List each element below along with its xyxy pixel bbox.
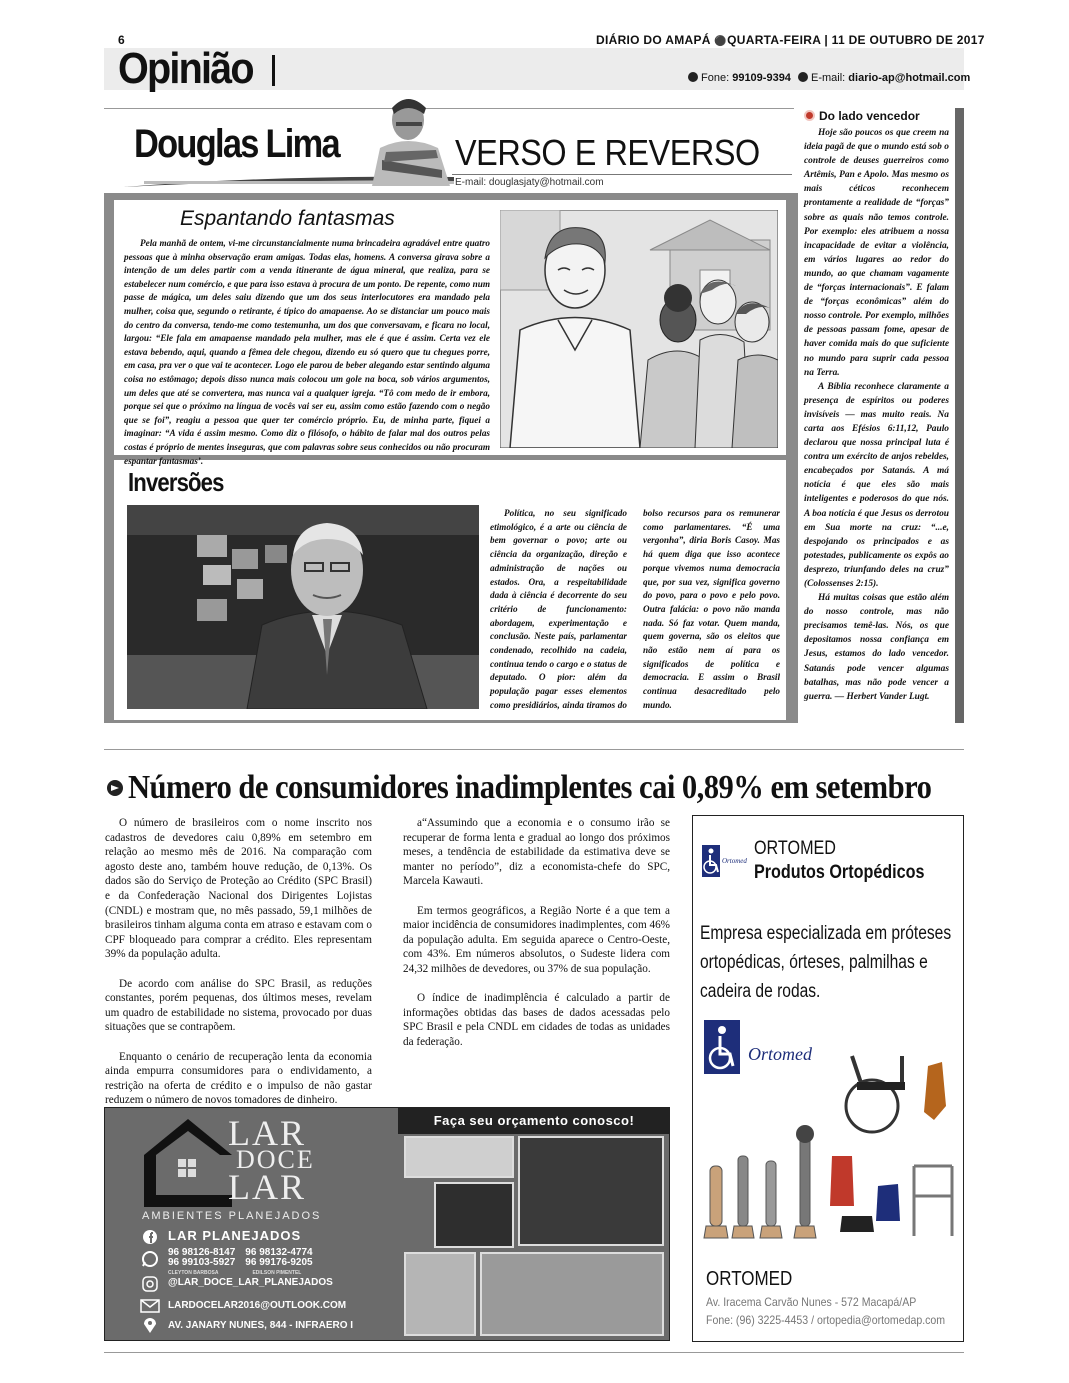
columnist-name: Douglas Lima (134, 122, 339, 166)
phone-icon (688, 72, 698, 82)
email-icon (798, 72, 808, 82)
masthead: DIÁRIO DO AMAPÁ ⚫QUARTA-FEIRA | 11 DE OUTUBRO DE 2017 (596, 33, 985, 47)
article-body: Pela manhã de ontem, vi-me circunstancialmente numa brincadeira agradável entre quatro pessoas que à minha observação eram amigas. Todas elas, homens. A conversa girava sobre a intenção de um deles partir com a venda itinerante de água mineral, que realiza, para se estabelecer num comércio, e que para isso estava à procura de um ponto. De repente, como num passe de mágica, um deles saiu dizendo que um dos seus interlocutores era mandado pela mulher, coisa que, segundo o retirante, é típico do amapaense. Ao se distanciar um pouco mais do centro da conversa, tendo-me como testemunha, um dos que conversavam, e ficara no local, largou: “Ele fala em amapaense mandado pela mulher, mas ele é que é assim. Certa vez ele estava bebendo, aqui, quando a fêmea dele chegou, dizendo eu só quero que tu chegues porre, em casa, pra ver o que vai te acontecer. Logo ele parou de beber alegando estar sentindo alguma coisa no estômago; depois disso nunca mais colocou um gole na boca, sob vários argumentos, um deles que até se convertera, mas nunca vai a qualquer igreja. “Tô com medo de ir embora, porque sei que o próximo na língua de vocês vai ser eu, assim como estão fazendo com o negão que se foi”, reagiu a pessoa que quer ter comércio próprio. Eu, de minha parte, fiquei a imaginar: “A vida é assim mesmo. Como diz o filósofo, o hábito de falar mal dos outros pelas costas é próprio de mentes inseguras, que com palavras sobre seus conhecidos ou não procuram espantar fantasmas’. (124, 238, 490, 466)
wheelchair-logo-icon (702, 845, 750, 877)
sidebar-title: Do lado vencedor (804, 109, 920, 123)
section-divider (272, 55, 275, 86)
svg-text:Ortomed: Ortomed (748, 1044, 812, 1064)
column-heading: VERSO E REVERSO (455, 132, 760, 173)
facebook-icon (140, 1229, 160, 1245)
kitchen-photo (404, 1136, 514, 1178)
ortomed-name-footer: ORTOMED (706, 1268, 793, 1290)
whatsapp-icon (140, 1251, 160, 1267)
bullet-icon (804, 110, 815, 121)
email-icon (140, 1298, 160, 1314)
columnist-photo (372, 90, 450, 186)
ortomed-phone[interactable]: Fone: (96) 3225-4453 / ortopedia@ortomedap.com (706, 1313, 946, 1327)
divider (104, 1352, 964, 1353)
kitchen-photo (404, 1252, 476, 1336)
house-logo-icon (140, 1115, 236, 1211)
lar-phones: 96 98126-8147 96 98132-4774 96 99103-5927 96 99176-9205 CLEYTON BARBOSA EDILSON PIMENTEL (168, 1247, 313, 1276)
issue-date: 11 DE OUTUBRO DE 2017 (831, 33, 985, 47)
lar-email[interactable]: LARDOCELAR2016@OUTLOOK.COM (168, 1300, 347, 1311)
news-bullet-icon (106, 779, 124, 797)
news-column: O número de brasileiros com o nome inscrito nos cadastros de devedores caiu 0,89% em setembro em relação ao mesmo mês de 2016. Na comparação com agosto deste ano, também houve redução, de 0,13%. Os dados são do Serviço de Proteção ao Crédito (SPC Brasil) e da Confederação Nacional dos Dirigentes Lojistas (CNDL) e mostram que, no mês passado, 59,1 milhões de brasileiros tinham alguma conta em atraso e estavam com o CPF bloqueado para comprar a crédito. Eles representam 39% da população adulta. De acordo com análise do SPC Brasil, as reduções constantes, porém pequenas, dos últimos meses, revelam um quadro de estabilidade no sistema, provocado por duas situações que se contrapõem. Enquanto o cenário de recuperação lenta da economia ainda empurra consumidores para o endividamento, a restrição na oferta de crédito e o impulso de não gastar reduzem o número de novos tomadores de dinheiro. (105, 817, 372, 1107)
kitchen-photo (434, 1182, 514, 1248)
lar-logo-text: LAR DOCE LAR (228, 1113, 315, 1207)
lar-subtitle: AMBIENTES PLANEJADOS (142, 1210, 322, 1222)
instagram-icon (140, 1276, 160, 1292)
kitchen-photo (518, 1136, 664, 1246)
location-pin-icon (140, 1317, 160, 1333)
contact-line: Fone: 99109-9394 E-mail: diario-ap@hotmail.com (688, 72, 970, 84)
lar-address: AV. JANARY NUNES, 844 - INFRAERO I (168, 1320, 354, 1331)
email-address[interactable]: diario-ap@hotmail.com (848, 72, 971, 84)
ortomed-subtitle: Produtos Ortopédicos (754, 862, 925, 883)
newspaper-name: DIÁRIO DO AMAPÁ (596, 33, 711, 47)
lar-instagram[interactable]: @LAR_DOCE_LAR_PLANEJADOS (168, 1277, 333, 1288)
ortomed-name: ORTOMED (754, 838, 836, 859)
page-number: 6 (118, 33, 125, 47)
article-body: Política, no seu significado etimológico, é a arte ou ciência de bem governar o povo; arte ou ciência da organização, direção e administração de nações ou estados. Ora, a respeitabilidade dada à ciência é decorrente do seu critério de funcionamento: abordagem, experimentação e conclusão. Neste país, parlamentar condenado, recolhido na cadeia, continua tendo o cargo e o status de deputado. O pior: além da população pagar esses elementos como presidiários, ainda tiramos do bolso recursos para os remunerar como parlamentares. “É uma vergonha”, diria Boris Casoy. Mas há quem diga que isso acontece porque vivemos numa democracia que, por sua vez, significa governo do povo, para o povo e pelo povo. Outra falácia: o povo não manda nada. Só faz votar. Quem manda, quem governa, são os eleitos que não estão nem aí para os significados de política e democracia. E assim o Brasil continua desacreditado pelo mundo. (490, 508, 780, 710)
sidebar-bar (955, 108, 964, 723)
kitchen-photo (480, 1252, 664, 1336)
news-column: a“Assumindo que a economia e o consumo irão se recuperar de forma lenta e gradual ao longo dos próximos meses, a tendência de estabilidade da estimativa deve se manter no período”, diz a economista-chefe do SPC, Marcela Kawauti. Em termos geográficos, a Região Norte é a que tem a maior incidência de consumidores inadimplentes, com 46% da população adulta. Em seguida aparece o Centro-Oeste, com 43%. Em números absolutos, o Sudeste lidera com 24,32 milhões de devedores, ou 37% de sua população. O índice de inadimplência é calculado a partir de informações obtidas das bases de dados acessadas pelo SPC Brasil e pela CNDL em cidades de todas as unidades da federação. (403, 817, 670, 1048)
article-title: Espantando fantasmas (180, 207, 395, 230)
article-title: Inversões (128, 467, 224, 497)
divider (452, 174, 792, 175)
phone-number: 99109-9394 (732, 72, 791, 84)
divider (104, 749, 964, 750)
news-anchor-photo (127, 505, 479, 709)
bullet-icon: ⚫ (714, 36, 728, 47)
svg-text:Ortomed: Ortomed (722, 857, 747, 865)
orthopedic-products-image (702, 1016, 960, 1246)
ortomed-address: Av. Iracema Carvão Nunes - 572 Macapá/AP (706, 1295, 917, 1309)
news-headline: Número de consumidores inadimplentes cai 0,89% em setembro (128, 769, 932, 806)
lar-brand: LAR PLANEJADOS (168, 1228, 302, 1243)
section-title: Opinião (118, 44, 253, 93)
weekday: QUARTA-FEIRA (727, 33, 821, 47)
sidebar-body: Hoje são poucos os que creem na ideia pagã de que o mundo está sob o controle de deuses guerreiros como Artêmis, Pan e Apolo. Mas mesmo os mais céticos reconhecem prontamente a realidade de “forças” sobre as quais não temos controle. Por exemplo: eles atribuem a nossa incapacidade de evitar a violência, em vários lugares ao redor do mundo, ao que chamam vagamente de “forças internacionais”. E falam de “forças econômicas” além do nosso controle. Por exemplo, milhões de pessoas passam fome, apesar de haver comida mais do que suficiente no mundo para suprir cada pessoa na Terra. A Bíblia reconhece claramente a presença de espíritos ou poderes invisíveis — mas muito reais. Na carta aos Efésios 6:11,12, Paulo declarou que nossa principal luta é contra um exército de anjos rebeldes, encabeçados por Satanás. A má notícia é que eles são mais inteligentes e poderosos do que nós. A boa notícia é que Jesus os derrotou em Sua morte na cruz: “...e, despojando os principados e as potestades, publicamente os expôs ao desprezo, triunfando deles na cruz” (Colossenses 2:15). Há muitas coisas que estão além do nosso controle, mas não precisamos temê-las. Nós, os que depositamos nossa confiança em Jesus, estamos do lado vencedor. Satanás pode vencer algumas batalhas, mas não pode vencer a guerra. — Herbert Vander Lugt. (804, 128, 949, 702)
ortomed-description: Empresa especializada em próteses ortopédicas, órteses, palmilhas e cadeira de rodas. (700, 923, 952, 1002)
columnist-email[interactable]: E-mail: douglasjaty@hotmail.com (455, 177, 604, 188)
cartoon-illustration (500, 210, 778, 448)
lar-cta-banner[interactable]: Faça seu orçamento conosco! (398, 1108, 670, 1134)
